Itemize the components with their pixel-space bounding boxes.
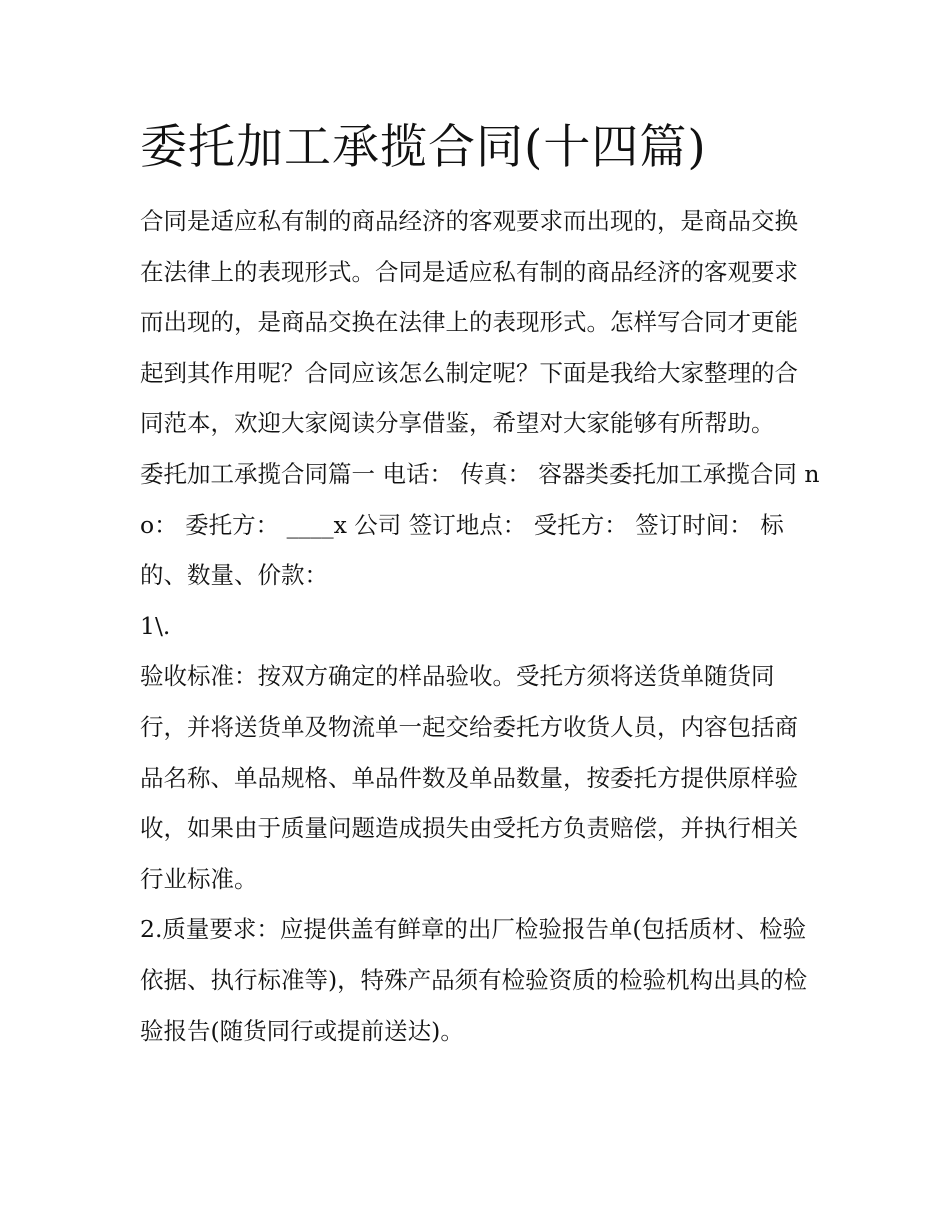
item-number-paragraph: 1\.: [140, 611, 171, 640]
quality-requirement-paragraph: 2.质量要求：应提供盖有鲜章的出厂检验报告单(包括质材、检验依据、执行标准等)，特殊产品须有检验资质的检验机构出具的检验报告(随货同行或提前送达)。: [140, 915, 808, 1045]
acceptance-standard-paragraph: 验收标准：按双方确定的样品验收。受托方须将送货单随货同行，并将送货单及物流单一起交给委托方收货人员，内容包括商品名称、单品规格、单品件数及单品数量，按委托方提供原样验收，如果由于质量问题造成损失由受托方负责赔偿，并执行相关行业标准。: [140, 662, 798, 893]
document-title: 委托加工承揽合同(十四篇): [140, 120, 707, 175]
contract-header-paragraph: 委托加工承揽合同篇一 电话： 传真： 容器类委托加工承揽合同 no： 委托方： ____x 公司 签订地点： 受托方： 签订时间： 标的、数量、价款：: [140, 459, 820, 590]
intro-paragraph: 合同是适应私有制的商品经济的客观要求而出现的，是商品交换在法律上的表现形式。合同是适应私有制的商品经济的客观要求而出现的，是商品交换在法律上的表现形式。怎样写合同才更能起到其作用呢？合同应该怎么制定呢？下面是我给大家整理的合同范本，欢迎大家阅读分享借鉴，希望对大家能够有所帮助。: [140, 207, 798, 438]
document-page: [140, 115, 820, 1056]
